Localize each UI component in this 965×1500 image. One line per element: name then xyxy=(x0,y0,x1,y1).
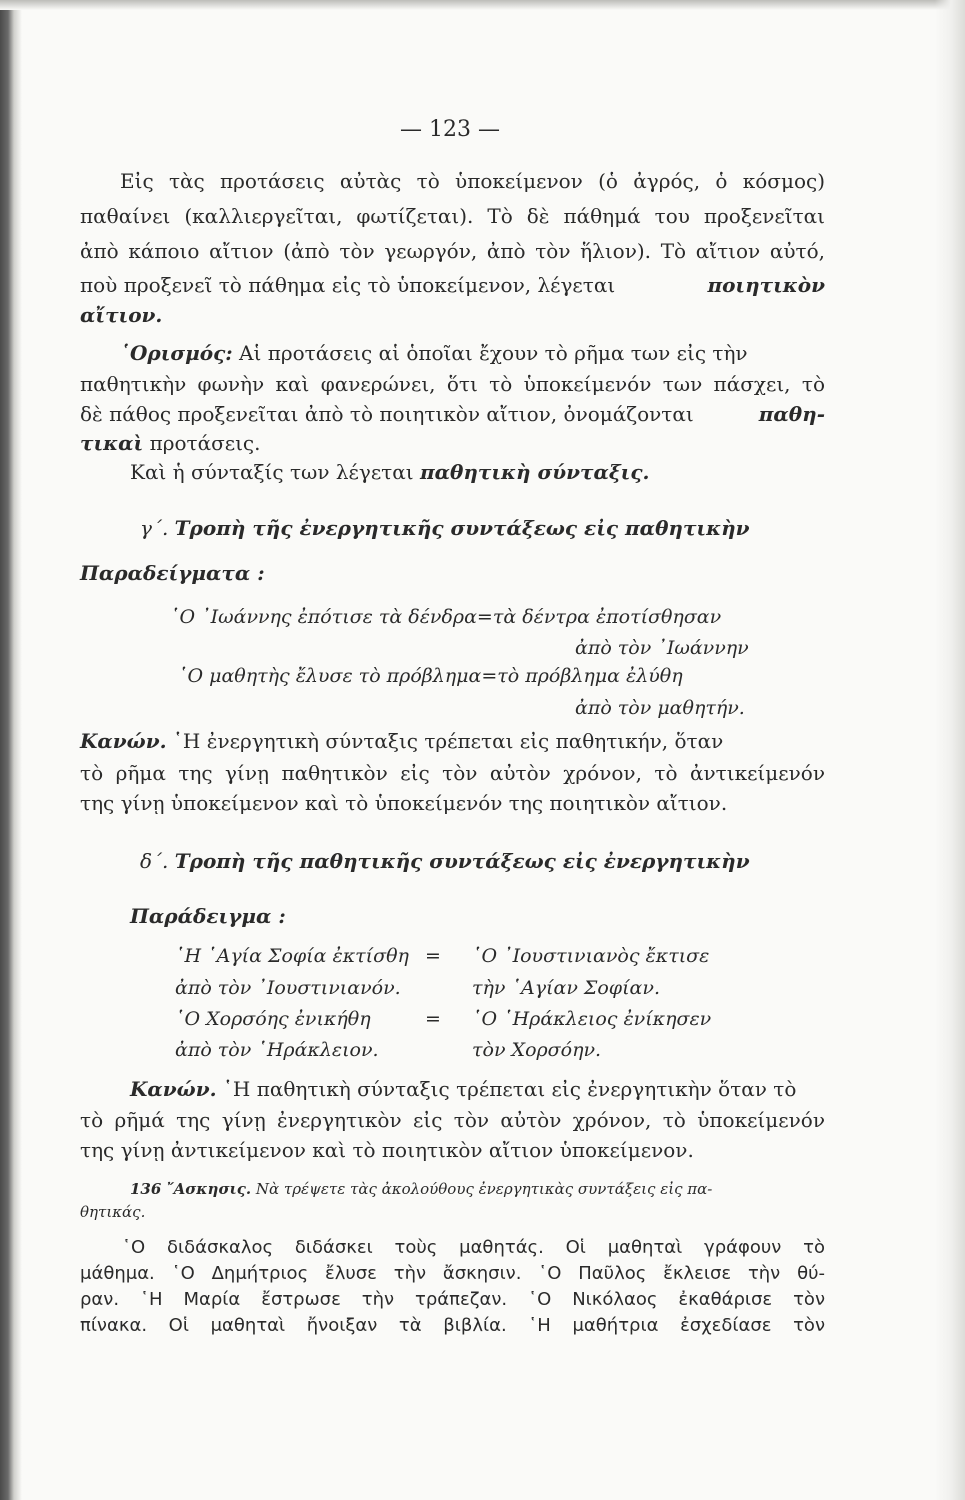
example-left-3: ῾Ο Χορσόης ἐνικήθη xyxy=(175,1008,371,1030)
example-right-1: ῾Ο ᾿Ιουστινιανὸς ἔκτισε xyxy=(472,945,710,967)
definition-line-3 xyxy=(80,401,825,427)
term-patheti-a: παθη- xyxy=(758,402,825,426)
rule2-label: Κανών. xyxy=(130,1077,217,1101)
definition-end: προτάσεις. xyxy=(149,431,261,455)
rule1-line-1-text: ῾Η ἐνεργητικὴ σύνταξις τρέπεται εἰς παθητικήν, ὅταν xyxy=(172,729,724,753)
example-1-line-2: ἀπὸ τὸν ᾿Ιωάννην xyxy=(575,637,749,659)
definition-line-3-text: δὲ πάθος προξενεῖται ἀπὸ τὸ ποιητικὸν αἴτιον, ὀνομάζονται xyxy=(80,402,694,426)
exercise-line-3: ραν. ῾Η Μαρία ἔστρωσε τὴν τράπεζαν. ῾Ο Νικόλαος ἐκαθάρισε τὸν xyxy=(80,1289,825,1310)
exercise-label: ῎Ασκησις. xyxy=(166,1180,252,1198)
term-aition: αἴτιον. xyxy=(80,303,163,327)
example-right-3: ῾Ο ῾Ηράκλειος ἐνίκησεν xyxy=(472,1008,712,1030)
rule2-line-1-text: ῾Η παθητικὴ σύνταξις τρέπεται εἰς ἐνεργητικὴν ὅταν τὸ xyxy=(222,1077,797,1101)
equals-sign-1: = xyxy=(425,945,441,967)
rule1-line-1 xyxy=(80,728,825,754)
exercise-line-1: ῾Ο διδάσκαλος διδάσκει τοὺς μαθητάς. Οἱ μαθηταὶ γράφουν τὸ xyxy=(122,1237,825,1258)
example-1-line-1: ῾Ο ᾿Ιωάννης ἐπότισε τὰ δένδρα=τὰ δέντρα ἐποτίσθησαν xyxy=(170,606,722,628)
example-2-line-2: ἀπὸ τὸν μαθητήν. xyxy=(575,697,745,719)
exercise-heading xyxy=(130,1179,825,1199)
syntax-term: παθητικὴ σύνταξις. xyxy=(419,460,650,484)
definition-line-1 xyxy=(80,340,825,366)
example-left-2: ἀπὸ τὸν ᾿Ιουστινιανόν. xyxy=(175,977,401,999)
example-left-4: ἀπὸ τὸν ῾Ηράκλειον. xyxy=(175,1039,379,1061)
syntax-line xyxy=(80,459,825,485)
example-left-1: ῾Η ῾Αγία Σοφία ἐκτίσθη xyxy=(175,945,409,967)
para1-line-4-text: ποὺ προξενεῖ τὸ πάθημα εἰς τὸ ὑποκείμενον, λέγεται xyxy=(80,273,616,297)
page-number: — 123 — xyxy=(400,117,500,142)
exercise-instruction-a: Νὰ τρέψετε τὰς ἀκολούθους ἐνεργητικὰς συντάξεις εἰς πα- xyxy=(255,1180,713,1198)
exercise-line-4: πίνακα. Οἱ μαθηταὶ ἤνοιξαν τὰ βιβλία. ῾Η μαθήτρια ἐσχεδίασε τὸν xyxy=(80,1315,825,1336)
page-shadow-top xyxy=(0,0,965,10)
example-right-4: τὸν Χορσόην. xyxy=(472,1039,602,1061)
rule1-line-2: τὸ ρῆμα της γίνῃ παθητικὸν εἰς τὸν αὐτὸν χρόνον, τὸ ἀντικείμενόν xyxy=(80,761,825,785)
rule2-line-3: της γίνῃ ἀντικείμενον καὶ τὸ ποιητικὸν αἴτιον ὑποκείμενον. xyxy=(80,1138,694,1162)
section-d-title: Τροπὴ τῆς παθητικῆς συντάξεως εἰς ἐνεργητικὴν xyxy=(174,849,750,873)
rule1-label: Κανών. xyxy=(80,729,167,753)
rule2-line-1 xyxy=(130,1076,825,1102)
para1-line-3: ἀπὸ κάποιο αἴτιον (ἀπὸ τὸν γεωργόν, ἀπὸ τὸν ἥλιον). Τὸ αἴτιον αὐτό, xyxy=(80,239,825,263)
exercise-line-2: μάθημα. ῾Ο Δημήτριος ἔλυσε τὴν ἄσκησιν. ῾Ο Παῦλος ἔκλεισε τὴν θύ- xyxy=(80,1263,825,1284)
section-c-heading xyxy=(80,515,825,541)
page-edge-right xyxy=(935,0,965,1500)
definition-line-4 xyxy=(80,430,825,456)
page-shadow-left xyxy=(0,0,22,1500)
para1-line-1: Εἰς τὰς προτάσεις αὐτὰς τὸ ὑποκείμενον (ὁ ἀγρός, ὁ κόσμος) xyxy=(120,169,825,193)
exercise-number: 136 xyxy=(130,1180,162,1198)
section-c-number: γ΄. xyxy=(140,516,169,540)
definition-label: ῾Ορισμός: xyxy=(120,341,233,365)
examples-label: Παραδείγματα : xyxy=(80,561,265,585)
definition-line-1-text: Αἱ προτάσεις αἱ ὁποῖαι ἔχουν τὸ ρῆμα των εἰς τὴν xyxy=(239,341,748,365)
syntax-line-text: Καὶ ἡ σύνταξίς των λέγεται xyxy=(130,460,414,484)
para1-line-4 xyxy=(80,272,825,298)
rule2-line-2: τὸ ρῆμά της γίνῃ ἐνεργητικὸν εἰς τὸν αὐτὸν χρόνον, τὸ ὑποκείμενόν xyxy=(80,1108,825,1132)
exercise-instruction-b: θητικάς. xyxy=(80,1203,146,1221)
para1-line-2: παθαίνει (καλλιεργεῖται, φωτίζεται). Τὸ δὲ πάθημά του προξενεῖται xyxy=(80,204,825,228)
section-d-heading xyxy=(80,848,825,874)
example-label: Παράδειγμα : xyxy=(130,904,286,928)
example-right-2: τὴν ῾Αγίαν Σοφίαν. xyxy=(472,977,660,999)
equals-sign-2: = xyxy=(425,1008,441,1030)
term-patheti-b: τικαὶ xyxy=(80,431,144,455)
section-d-number: δ΄. xyxy=(140,849,169,873)
term-poietikon: ποιητικὸν xyxy=(707,273,825,297)
section-c-title: Τροπὴ τῆς ἐνεργητικῆς συντάξεως εἰς παθητικὴν xyxy=(174,516,750,540)
example-2-line-1: ῾Ο μαθητὴς ἔλυσε τὸ πρόβλημα=τὸ πρόβλημα ἐλύθη xyxy=(178,665,683,687)
definition-line-2: παθητικὴν φωνὴν καὶ φανερώνει, ὅτι τὸ ὑποκείμενόν των πάσχει, τὸ xyxy=(80,372,825,396)
rule1-line-3: της γίνῃ ὑποκείμενον καὶ τὸ ὑποκείμενόν της ποιητικὸν αἴτιον. xyxy=(80,791,728,815)
